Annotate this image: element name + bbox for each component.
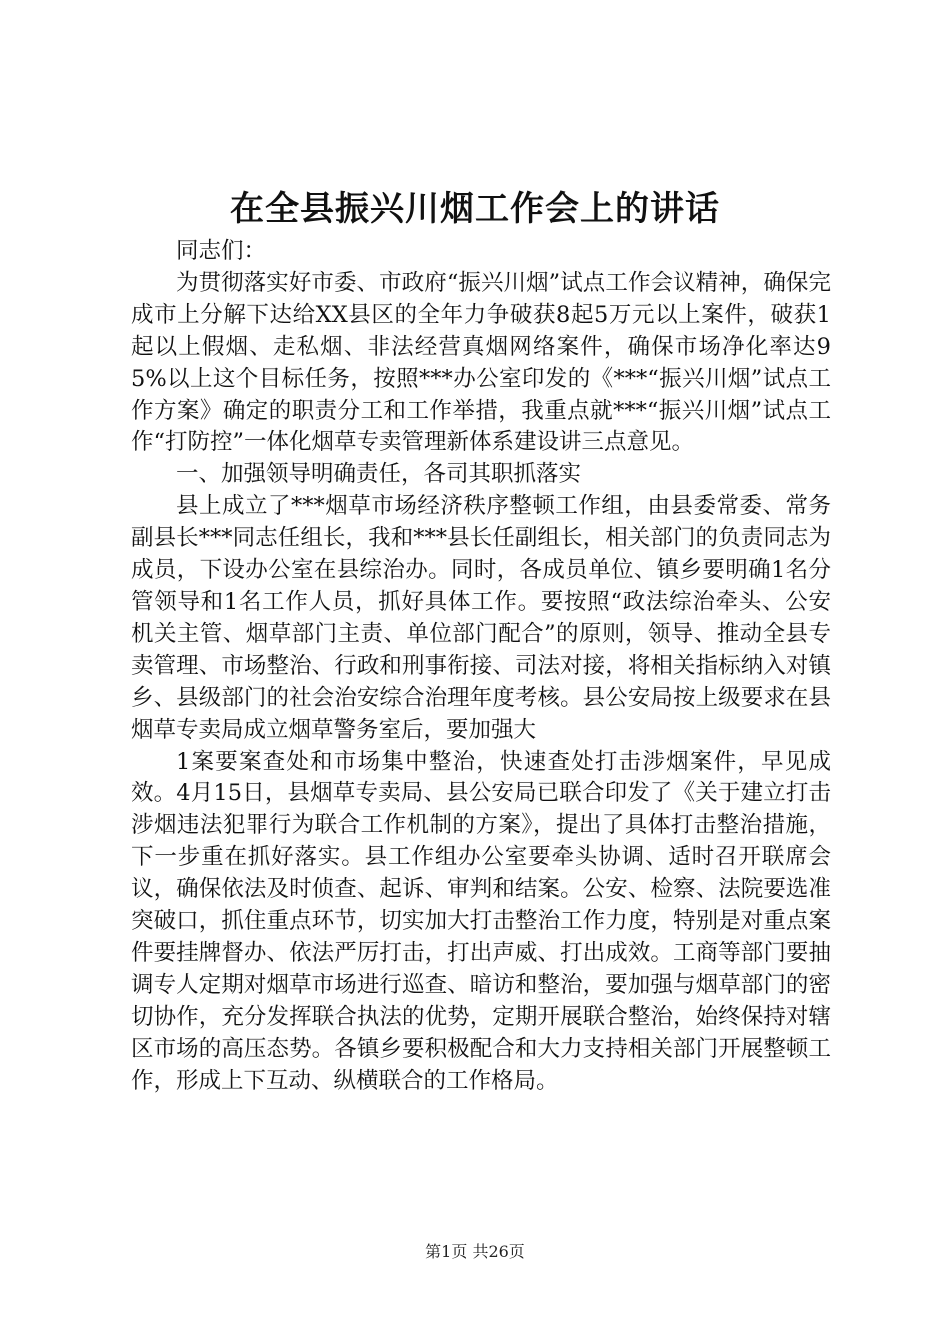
body-paragraph: 为贯彻落实好市委、市政府“振兴川烟”试点工作会议精神，确保完成市上分解下达给XX县区的全年力争破获8起5万元以上案件，破获1起以上假烟、走私烟、非法经营真烟网络案件，确保市场净化率达95%以上这个目标任务，按照***办公室印发的《***“振兴川烟”试点工作方案》确定的职责分工和工作举措，我重点就***“振兴川烟”试点工作“打防控”一体化烟草专卖管理新体系建设讲三点意见。 [131,269,831,456]
salutation: 同志们： [176,238,267,264]
body-paragraph: 县上成立了***烟草市场经济秩序整顿工作组，由县委常委、常务副县长***同志任组长，我和***县长任副组长，相关部门的负责同志为成员，下设办公室在县综治办。同时，各成员单位、镇乡要明确1名分管领导和1名工作人员，抓好具体工作。要按照“政法综治牵头、公安机关主管、烟草部门主责、单位部门配合”的原则，领导、推动全县专卖管理、市场整治、行政和刑事衔接、司法对接，将相关指标纳入对镇乡、县级部门的社会治安综合治理年度考核。县公安局按上级要求在县烟草专卖局成立烟草警务室后，要加强大 [131,493,831,743]
body-paragraph: 1案要案查处和市场集中整治，快速查处打击涉烟案件，早见成效。4月15日，县烟草专卖局、县公安局已联合印发了《关于建立打击涉烟违法犯罪行为联合工作机制的方案》，提出了具体打击整治措施，下一步重在抓好落实。县工作组办公室要牵头协调、适时召开联席会议，确保依法及时侦查、起诉、审判和结案。公安、检察、法院要选准突破口，抓住重点环节，切实加大打击整治工作力度，特别是对重点案件要挂牌督办、依法严厉打击，打出声威、打出成效。工商等部门要抽调专人定期对烟草市场进行巡查、暗访和整治，要加强与烟草部门的密切协作，充分发挥联合执法的优势，定期开展联合整治，始终保持对辖区市场的高压态势。各镇乡要积极配合和大力支持相关部门开展整顿工作，形成上下互动、纵横联合的工作格局。 [131,748,831,1094]
document-title: 在全县振兴川烟工作会上的讲话 [230,189,720,229]
section-heading: 一、加强领导明确责任，各司其职抓落实 [176,461,582,488]
document-body [131,236,831,1097]
page-number-footer: 第1页 共26页 [425,1242,525,1261]
